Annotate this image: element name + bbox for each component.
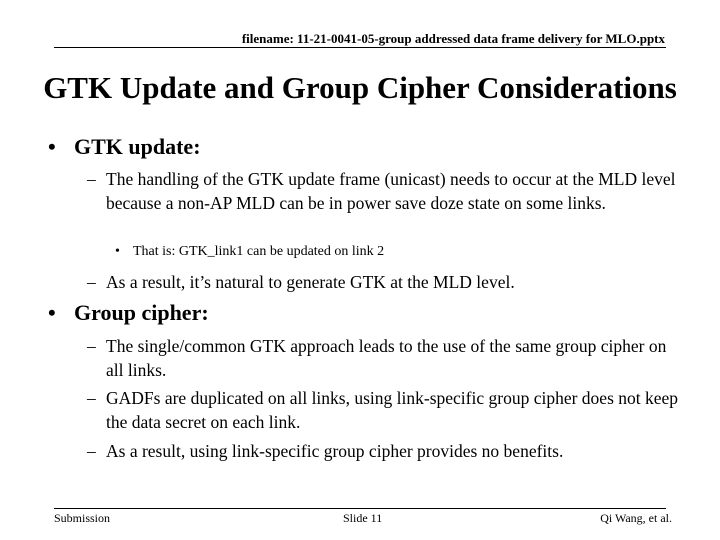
list-item xyxy=(87,386,687,434)
list-item xyxy=(87,439,687,463)
dash-icon: – xyxy=(87,336,96,356)
list-item xyxy=(87,334,687,382)
list-item-text: GADFs are duplicated on all links, using link-specific group cipher does not keep the data secret on each link. xyxy=(106,388,679,432)
header-divider xyxy=(54,47,666,48)
dash-icon: – xyxy=(87,388,96,408)
list-item-text: As a result, it’s natural to generate GTK at the MLD level. xyxy=(106,272,515,292)
sub-list-item-text: That is: GTK_link1 can be updated on link 2 xyxy=(133,244,385,259)
bullet-icon: • xyxy=(48,134,56,159)
dash-icon: – xyxy=(87,441,96,461)
slide-title: GTK Update and Group Cipher Considerations xyxy=(43,70,677,105)
footer-submission: Submission xyxy=(54,511,111,525)
bullet-icon: • xyxy=(115,244,120,259)
list-item-text: The handling of the GTK update frame (unicast) needs to occur at the MLD level because a non-AP MLD can be in power save doze state on some links. xyxy=(106,169,676,213)
bullet-icon: • xyxy=(48,300,56,325)
sub-list-item xyxy=(115,244,384,260)
list-item-text: The single/common GTK approach leads to the use of the same group cipher on all links. xyxy=(106,336,667,380)
list-item xyxy=(87,167,687,215)
section-heading-gtk-update xyxy=(48,134,201,160)
section-heading-label: Group cipher: xyxy=(74,300,209,325)
list-item xyxy=(87,270,687,294)
dash-icon: – xyxy=(87,272,96,292)
dash-icon: – xyxy=(87,169,96,189)
section-heading-label: GTK update: xyxy=(74,134,201,159)
list-item-text: As a result, using link-specific group cipher provides no benefits. xyxy=(106,441,564,461)
footer-author: Qi Wang, et al. xyxy=(600,511,672,525)
section-heading-group-cipher xyxy=(48,300,209,326)
footer-slide-number: Slide 11 xyxy=(343,511,383,525)
footer-divider xyxy=(54,508,666,509)
header-filename: filename: 11-21-0041-05-group addressed data frame delivery for MLO.pptx xyxy=(241,31,665,46)
